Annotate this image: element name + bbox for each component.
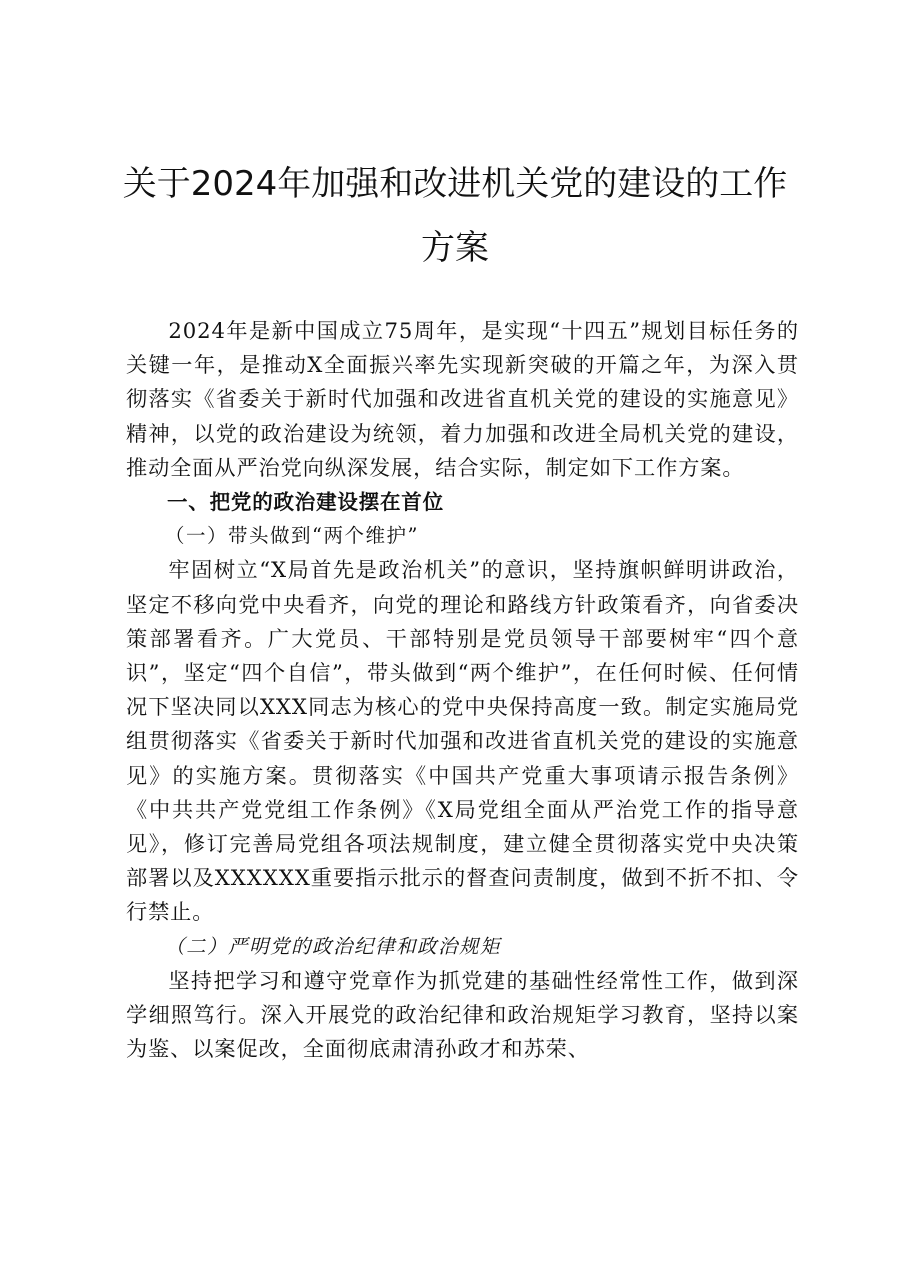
title-line-2: 方案 <box>421 228 489 268</box>
intro-paragraph: 2024年是新中国成立75周年，是实现“十四五”规划目标任务的关键一年，是推动X全面振兴率先实现新突破的开篇之年，为深入贯彻落实《省委关于新时代加强和改进省直机关党的建设的实施意见》精神，以党的政治建设为统领，着力加强和改进全局机关党的建设，推动全面从严治党向纵深发展，结合实际，制定如下工作方案。 <box>126 318 799 480</box>
subsection-heading-2: （二）严明党的政治纪律和政治规矩 <box>165 934 502 958</box>
document-title <box>110 152 800 280</box>
document-body <box>126 314 799 1066</box>
section-heading-1: 一、把党的政治建设摆在首位 <box>167 490 444 515</box>
title-line-1: 关于2024年加强和改进机关党的建设的工作 <box>122 164 788 204</box>
subsection-heading-1: （一）带头做到“两个维护” <box>165 524 419 548</box>
subsection-1-paragraph: 牢固树立“X局首先是政治机关”的意识，坚持旗帜鲜明讲政治，坚定不移向党中央看齐，向党的理论和路线方针政策看齐，向省委决策部署看齐。广大党员、干部特别是党员领导干部要树牢“四个意识”，坚定“四个自信”，带头做到“两个维护”，在任何时候、任何情况下坚决同以XXX同志为核心的党中央保持高度一致。制定实施局党组贯彻落实《省委关于新时代加强和改进省直机关党的建设的实施意见》的实施方案。贯彻落实《中国共产党重大事项请示报告条例》《中共共产党党组工作条例》《X局党组全面从严治党工作的指导意见》，修订完善局党组各项法规制度，建立健全贯彻落实党中央决策部署以及XXXXXX重要指示批示的督查问责制度，做到不折不扣、令行禁止。 <box>126 557 799 925</box>
subsection-2-paragraph: 坚持把学习和遵守党章作为抓党建的基础性经常性工作，做到深学细照笃行。深入开展党的政治纪律和政治规矩学习教育，坚持以案为鉴、以案促改，全面彻底肃清孙政才和苏荣、 <box>126 967 799 1062</box>
